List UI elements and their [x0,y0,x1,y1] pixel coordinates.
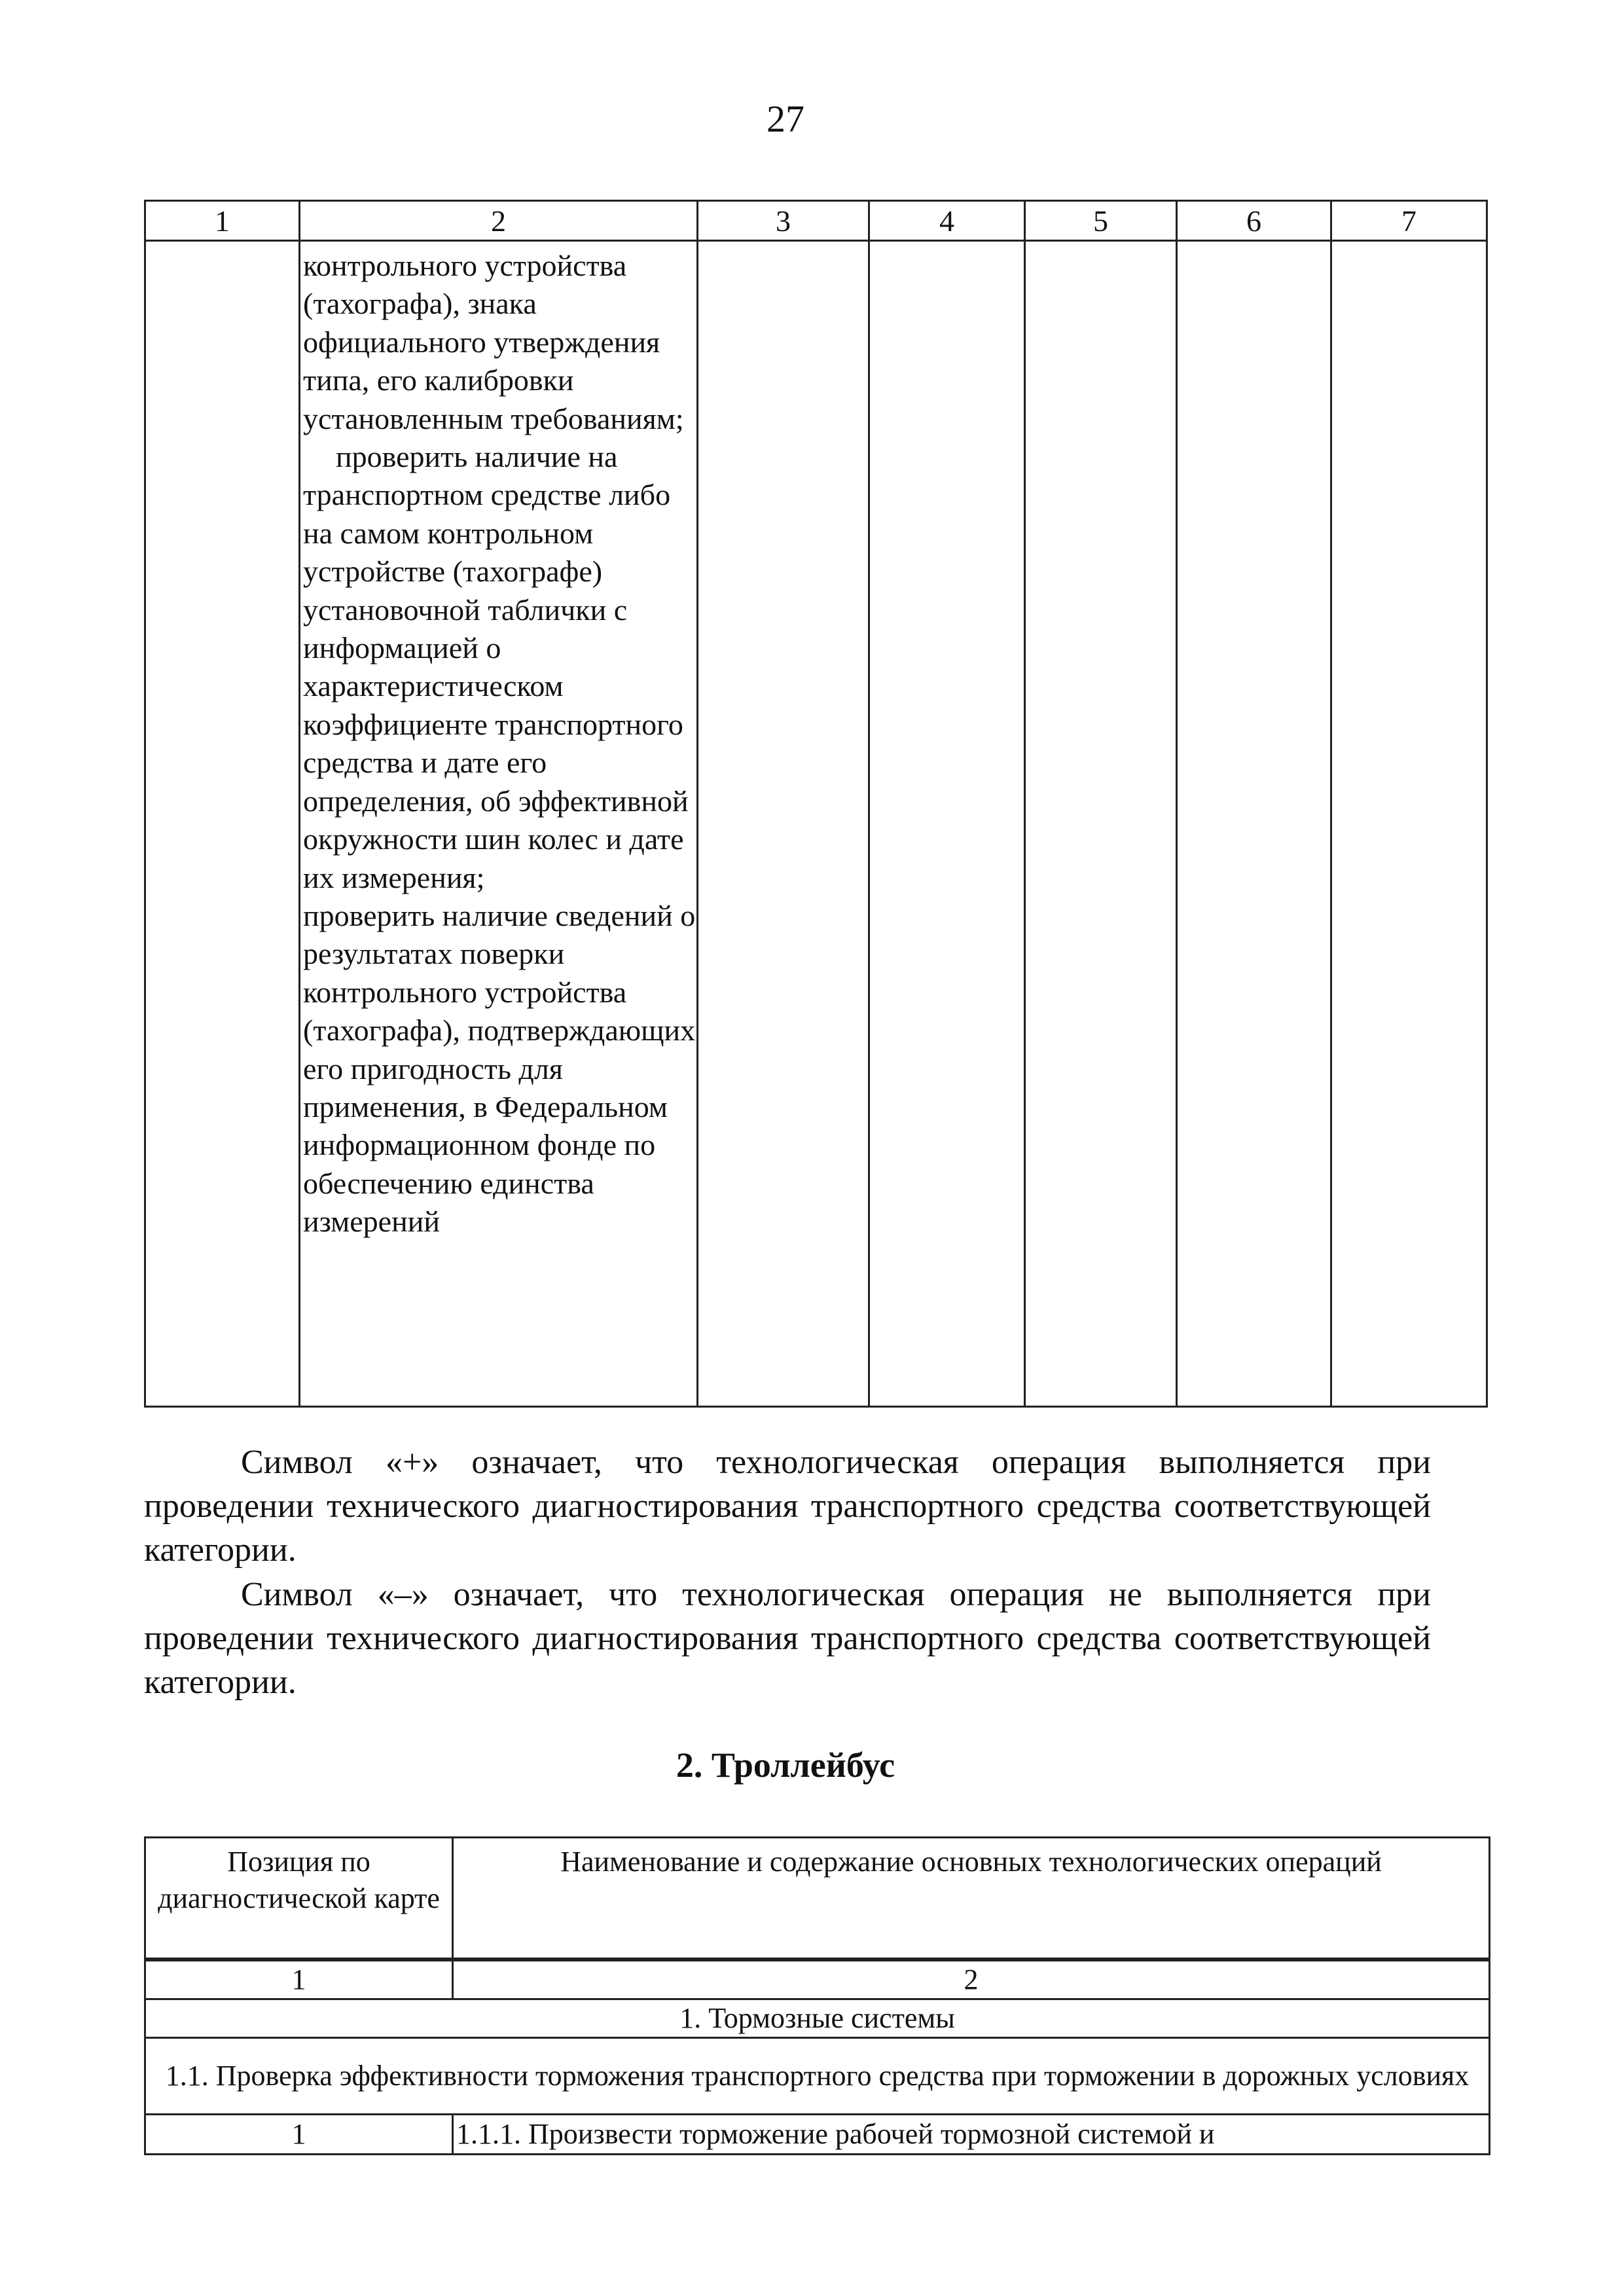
column-number: 6 [1177,201,1331,241]
section-title: 2. Троллейбус [676,1745,895,1785]
table-cell [1025,241,1177,1407]
subsection-row: 1.1. Проверка эффективности торможения транспортного средства при торможении в дорожных условиях [145,2038,1490,2115]
section-row: 1. Тормозные системы [145,1999,1490,2038]
table-header-row [145,201,1487,241]
table-cell [1331,241,1487,1407]
operations-header: Наименование и содержание основных технологических операций [453,1838,1490,1959]
cell-paragraph: проверить наличие на транспортном средстве либо на самом контрольном устройстве (тахографе) установочной таблички с информацией о характеристическом коэффициенте транспортного средства и дате его определения, об эффективной окружности шин колес и дате их измерения; [303,440,689,894]
cell-paragraph: контрольного устройства (тахографа), знака официального утверждения типа, его калибровки установленным требованиям; [303,249,684,435]
column-number: 1 [145,201,300,241]
operation-cell: 1.1.1. Произвести торможение рабочей тормозной системой и [453,2115,1490,2155]
continuation-table [144,200,1488,1408]
column-number: 1 [145,1961,453,1999]
page-number: 27 [767,98,804,140]
position-header: Позиция по диагностической карте [145,1838,453,1959]
column-number: 2 [453,1961,1490,1999]
table-cell [698,241,869,1407]
table-header-row [145,1838,1490,1959]
trolleybus-table-header [144,1836,1490,1959]
column-number: 2 [300,201,698,241]
symbol-plus-paragraph: Символ «+» означает, что технологическая операция выполняется при проведении технического диагностирования транспортного средства соответствующей категории. [144,1444,1431,1569]
table-row [145,241,1487,1407]
column-number: 3 [698,201,869,241]
table-cell [145,241,300,1407]
position-cell: 1 [145,2115,453,2155]
table-row [145,1999,1490,2038]
trolleybus-table-body [144,1959,1490,2155]
cell-paragraph: проверить наличие сведений о результатах поверки контрольного устройства (тахографа), подтверждающих его пригодность для применения, в Федеральном информационном фонде по обеспечению единства измерений [303,898,696,1239]
table-cell [869,241,1025,1407]
symbol-minus-paragraph: Символ «–» означает, что технологическая операция не выполняется при проведении технического диагностирования транспортного средства соответствующей категории. [144,1576,1431,1701]
operation-description-cell [300,241,698,1407]
column-number: 7 [1331,201,1487,241]
table-row [145,1961,1490,1999]
table-row [145,2115,1490,2155]
table-cell [1177,241,1331,1407]
column-number: 4 [869,201,1025,241]
column-number: 5 [1025,201,1177,241]
table-row [145,2038,1490,2115]
